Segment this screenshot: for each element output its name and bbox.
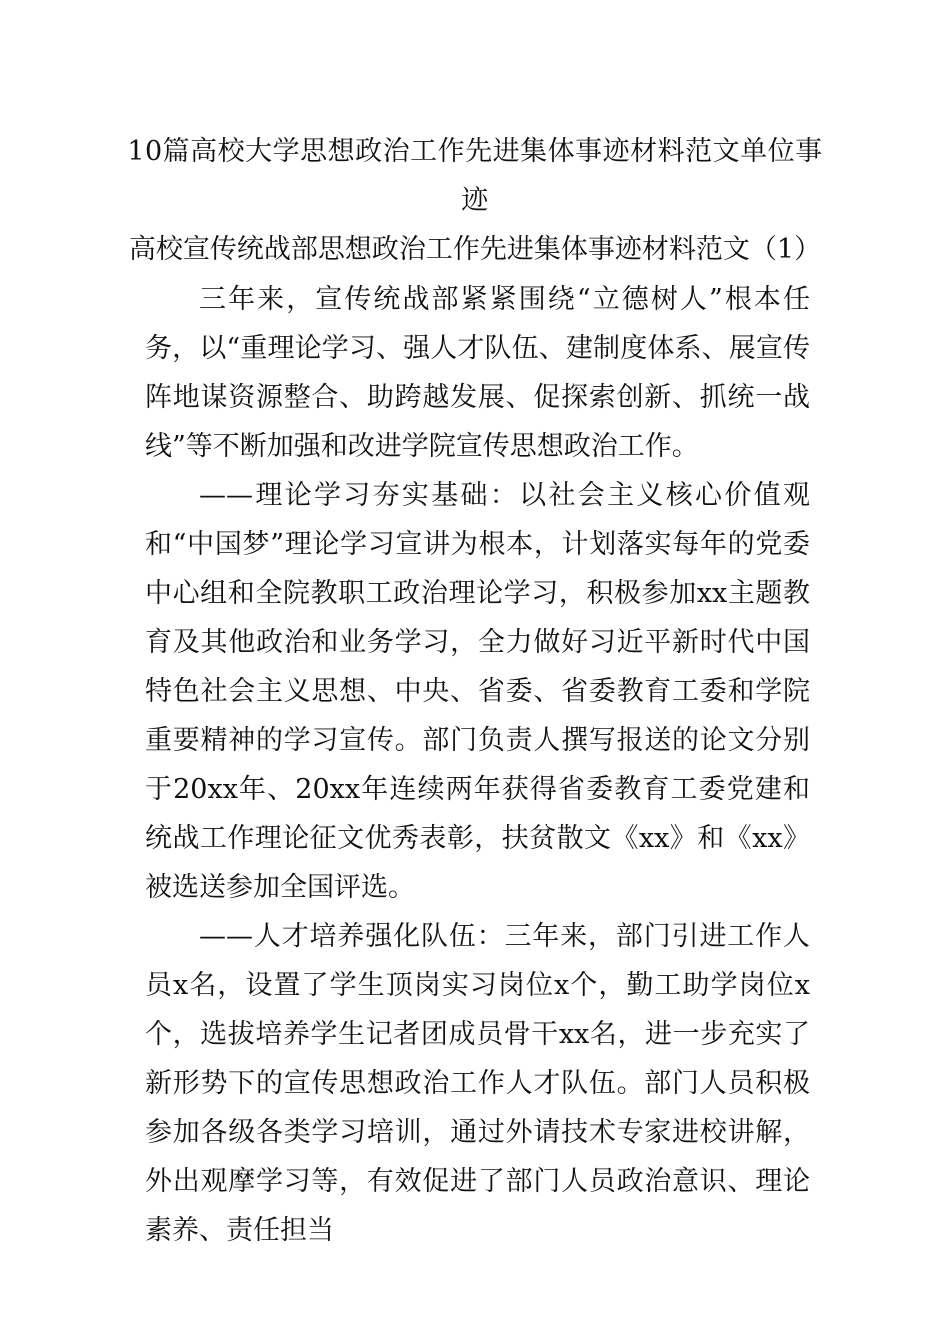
- document-subtitle: 高校宣传统战部思想政治工作先进集体事迹材料范文（1）: [128, 234, 822, 265]
- paragraph-theory-study: ——理论学习夯实基础：以社会主义核心价值观和“中国梦”理论学习宣讲为根本，计划落实每年的党委中心组和全院教职工政治理论学习，积极参加xx主题教育及其他政治和业务学习，全力做好习近平新时代中国特色社会主义思想、中央、省委、省委教育工委和学院重要精神的学习宣传。部门负责人撰写报送的论文分别于20xx年、20xx年连续两年获得省委教育工委党建和统战工作理论征文优秀表彰，扶贫散文《xx》和《xx》被选送参加全国评选。: [145, 480, 810, 903]
- paragraph-intro: 三年来，宣传统战部紧紧围绕“立德树人”根本任务，以“重理论学习、强人才队伍、建制度体系、展宣传阵地谋资源整合、助跨越发展、促探索创新、抓统一战线”等不断加强和改进学院宣传思想政治工作。: [145, 284, 810, 462]
- paragraph-talent-training: ——人才培养强化队伍：三年来，部门引进工作人员x名，设置了学生顶岗实习岗位x个，勤工助学岗位x个，选拔培养学生记者团成员骨干xx名，进一步充实了新形势下的宣传思想政治工作人才队伍。部门人员积极参加各级各类学习培训，通过外请技术专家进校讲解，外出观摩学习等，有效促进了部门人员政治意识、理论素养、责任担当: [145, 921, 810, 1246]
- document-title: 10篇高校大学思想政治工作先进集体事迹材料范文单位事迹: [127, 136, 823, 216]
